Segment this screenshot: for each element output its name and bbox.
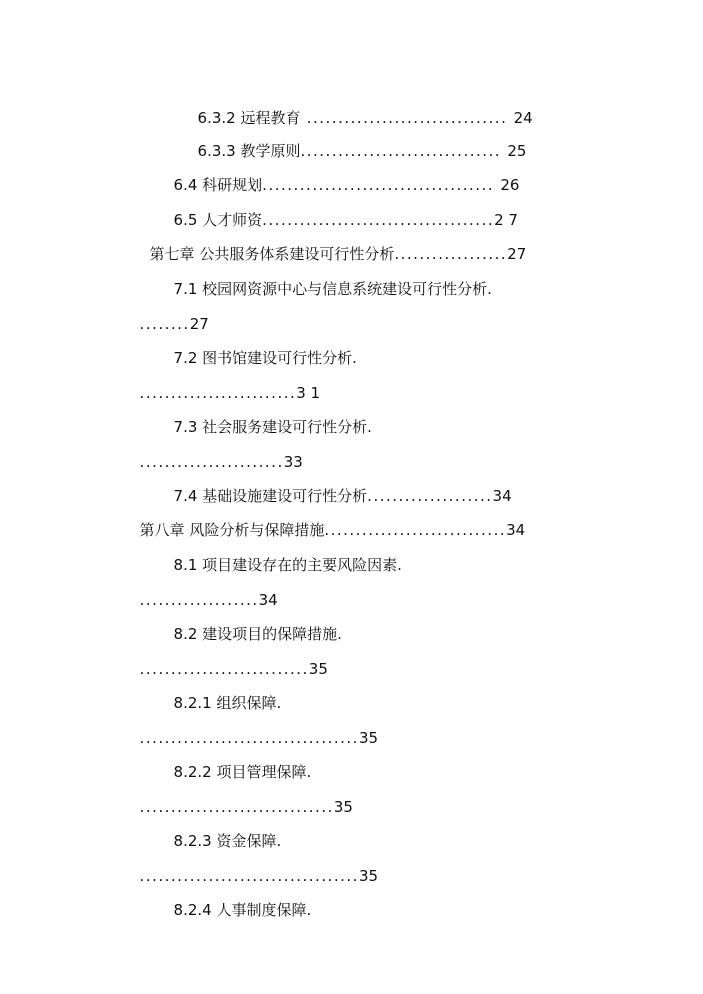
- toc-entry-7-4[interactable]: [164, 466, 512, 505]
- toc-entry-page: 2 7: [494, 211, 518, 229]
- toc-entry-8-2-1[interactable]: [164, 673, 282, 712]
- toc-entry-6-5[interactable]: [164, 190, 518, 229]
- toc-entry-7-2-continuation: [130, 363, 321, 402]
- toc-entry-page: 26: [500, 176, 520, 194]
- toc-entry-6-4[interactable]: [164, 155, 520, 194]
- toc-entry-title: 8.2.2 项目管理保障.: [173, 763, 312, 781]
- toc-entry-8-2-continuation: [130, 639, 328, 678]
- toc-entry-page: 34: [258, 591, 278, 609]
- toc-leader-dots: ........: [139, 315, 190, 333]
- toc-entry-title: 7.4 基础设施建设可行性分析: [173, 487, 368, 505]
- toc-entry-8-2-1-continuation: [130, 708, 379, 747]
- toc-leader-dots: ..................: [394, 245, 508, 263]
- toc-entry-6-3-3[interactable]: [188, 121, 527, 160]
- toc-entry-title: 7.1 校园网资源中心与信息系统建设可行性分析.: [173, 280, 492, 298]
- toc-entry-page: 24: [513, 109, 533, 127]
- toc-entry-title: 第八章 风险分析与保障措施: [139, 521, 325, 539]
- toc-entry-title: 第七章 公共服务体系建设可行性分析: [149, 245, 395, 263]
- toc-entry-page: 35: [333, 798, 353, 816]
- toc-entry-page: 35: [358, 867, 379, 885]
- toc-entry-7-3[interactable]: [164, 397, 372, 436]
- toc-entry-page: 34: [492, 487, 512, 505]
- toc-entry-page: 35: [358, 729, 379, 747]
- toc-leader-dots: ...............................: [139, 798, 334, 816]
- toc-entry-page: 34: [506, 521, 526, 539]
- toc-entry-title: 8.2.3 资金保障.: [173, 832, 282, 850]
- toc-leader-dots: ...................: [139, 591, 259, 609]
- toc-entry-8-2-2-continuation: [130, 777, 353, 816]
- toc-entry-title: 8.2 建设项目的保障措施.: [173, 625, 342, 643]
- toc-entry-8-2-3[interactable]: [164, 811, 282, 850]
- toc-entry-title: 7.2 图书馆建设可行性分析.: [173, 349, 357, 367]
- toc-entry-7-3-continuation: [130, 432, 303, 471]
- toc-leader-dots: ...................................: [139, 729, 359, 747]
- toc-entry-title: 8.2.4 人事制度保障.: [173, 901, 312, 919]
- toc-leader-dots: ....................: [367, 487, 493, 505]
- toc-entry-7-1-continuation: [130, 294, 209, 333]
- toc-entry-6-3-2[interactable]: [188, 88, 533, 127]
- toc-entry-title: 6.3.2 远程教育: [197, 109, 301, 127]
- toc-entry-page: 25: [507, 142, 527, 160]
- toc-entry-title: 8.1 项目建设存在的主要风险因素.: [173, 556, 402, 574]
- toc-leader-dots: ...................................: [139, 867, 359, 885]
- toc-leader-dots: .............................: [324, 521, 507, 539]
- toc-leader-dots: .....................................: [262, 211, 495, 229]
- toc-entry-8-1-continuation: [130, 570, 278, 609]
- toc-entry-8-2-4[interactable]: [164, 880, 312, 919]
- toc-entry-page: 33: [283, 453, 303, 471]
- toc-entry-7-2[interactable]: [164, 328, 357, 367]
- toc-entry-page: 27: [189, 315, 209, 333]
- toc-leader-dots: ...........................: [139, 660, 309, 678]
- toc-entry-7-1[interactable]: [164, 259, 492, 298]
- toc-entry-chapter-8[interactable]: [130, 500, 526, 539]
- toc-entry-title: 7.3 社会服务建设可行性分析.: [173, 418, 372, 436]
- toc-entry-8-2-3-continuation: [130, 846, 379, 885]
- toc-entry-8-1[interactable]: [164, 535, 402, 574]
- toc-entry-page: 27: [507, 245, 527, 263]
- toc-leader-dots: ................................: [300, 142, 508, 160]
- toc-entry-page: 3 1: [296, 384, 321, 402]
- toc-leader-dots: .....................................: [262, 176, 501, 194]
- toc-entry-page: 35: [308, 660, 328, 678]
- toc-entry-title: 6.3.3 教学原则: [197, 142, 301, 160]
- toc-entry-8-2-2[interactable]: [164, 742, 312, 781]
- toc-leader-dots: .........................: [139, 384, 297, 402]
- toc-leader-dots: .......................: [139, 453, 284, 471]
- toc-entry-8-2[interactable]: [164, 604, 342, 643]
- toc-entry-chapter-7[interactable]: [140, 224, 527, 263]
- toc-entry-title: 8.2.1 组织保障.: [173, 694, 282, 712]
- toc-entry-title: 6.5 人才师资: [173, 211, 263, 229]
- toc-entry-title: 6.4 科研规划: [173, 176, 263, 194]
- toc-leader-dots: ................................: [300, 109, 514, 127]
